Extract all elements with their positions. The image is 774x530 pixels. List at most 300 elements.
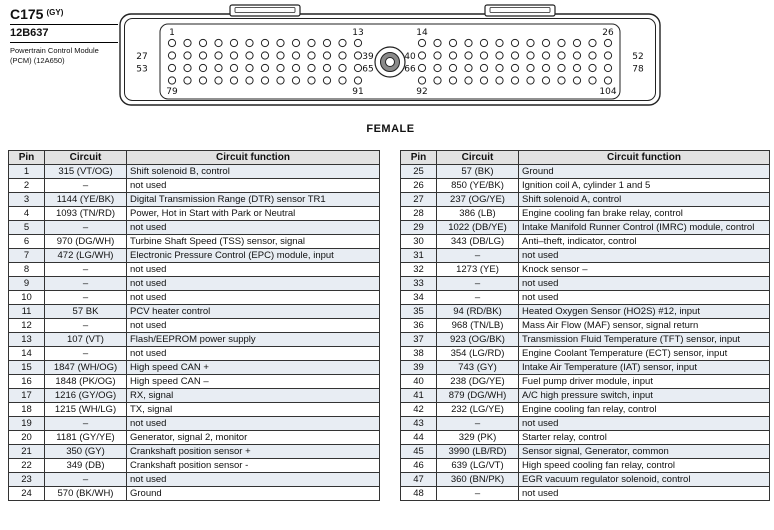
pin-hole: [558, 39, 565, 46]
circuit-cell: 879 (DG/WH): [437, 389, 519, 403]
pin-hole: [246, 77, 253, 84]
circuit-cell: 3990 (LB/RD): [437, 445, 519, 459]
pin-row: [9, 319, 380, 333]
pin-row: [401, 179, 770, 193]
pin-cell: 30: [401, 235, 437, 249]
circuit-cell: –: [437, 417, 519, 431]
pin-hole: [168, 39, 175, 46]
circuit-cell: 743 (GY): [437, 361, 519, 375]
pin-row: [9, 305, 380, 319]
pin-hole: [323, 39, 330, 46]
pin-row: [401, 431, 770, 445]
connector-id-row: [10, 6, 118, 25]
circuit-function-cell: High speed cooling fan relay, control: [519, 459, 770, 473]
pin-hole: [261, 77, 268, 84]
circuit-cell: 386 (LB): [437, 207, 519, 221]
connector-color-code: (GY): [46, 8, 64, 17]
pin-row: [401, 165, 770, 179]
pin-hole: [589, 39, 596, 46]
pin-row: [9, 473, 380, 487]
column-header: Pin: [401, 151, 437, 165]
pin-cell: 40: [401, 375, 437, 389]
column-header: Pin: [9, 151, 45, 165]
pin-hole: [418, 77, 425, 84]
pin-number-label: 14: [416, 28, 428, 38]
pin-number-label: 65: [362, 64, 374, 75]
module-name: [10, 43, 118, 66]
pin-row: [9, 431, 380, 445]
pin-hole: [558, 77, 565, 84]
mounting-bolt-hole: [375, 47, 405, 77]
circuit-function-cell: Engine cooling fan relay, control: [519, 403, 770, 417]
circuit-cell: –: [45, 221, 127, 235]
pin-hole: [434, 52, 441, 59]
circuit-cell: 1847 (WH/OG): [45, 361, 127, 375]
circuit-function-cell: not used: [127, 179, 380, 193]
pin-hole: [511, 77, 518, 84]
pin-row: [401, 459, 770, 473]
pin-hole: [184, 52, 191, 59]
pin-hole: [277, 52, 284, 59]
pin-cell: 21: [9, 445, 45, 459]
pin-cell: 24: [9, 487, 45, 501]
pin-number-label: 91: [352, 87, 364, 97]
circuit-cell: –: [437, 291, 519, 305]
pin-cell: 23: [9, 473, 45, 487]
circuit-cell: –: [45, 319, 127, 333]
pin-cell: 44: [401, 431, 437, 445]
pin-hole: [246, 39, 253, 46]
pin-cell: 41: [401, 389, 437, 403]
pin-hole: [604, 77, 611, 84]
pin-row: [9, 235, 380, 249]
circuit-function-cell: Engine cooling fan brake relay, control: [519, 207, 770, 221]
pin-row: [401, 263, 770, 277]
circuit-cell: 57 (BK): [437, 165, 519, 179]
circuit-cell: 570 (BK/WH): [45, 487, 127, 501]
pin-hole: [215, 77, 222, 84]
circuit-cell: 1022 (DB/YE): [437, 221, 519, 235]
pin-hole: [418, 64, 425, 71]
circuit-function-cell: Shift solenoid A, control: [519, 193, 770, 207]
circuit-function-cell: EGR vacuum regulator solenoid, control: [519, 473, 770, 487]
circuit-function-cell: Anti–theft, indicator, control: [519, 235, 770, 249]
pin-hole: [589, 64, 596, 71]
pin-hole: [215, 64, 222, 71]
pin-hole: [354, 52, 361, 59]
pin-hole: [496, 77, 503, 84]
pin-number-label: 66: [404, 64, 416, 75]
pin-row: [401, 235, 770, 249]
circuit-cell: 1093 (TN/RD): [45, 207, 127, 221]
circuit-function-cell: Intake Manifold Runner Control (IMRC) module, control: [519, 221, 770, 235]
pin-hole: [184, 64, 191, 71]
pin-cell: 43: [401, 417, 437, 431]
pin-row: [401, 333, 770, 347]
circuit-cell: –: [45, 263, 127, 277]
pin-cell: 10: [9, 291, 45, 305]
pin-cell: 17: [9, 389, 45, 403]
circuit-function-cell: Heated Oxygen Sensor (HO2S) #12, input: [519, 305, 770, 319]
pin-hole: [542, 39, 549, 46]
pin-hole: [339, 64, 346, 71]
pin-hole: [558, 64, 565, 71]
column-header: Circuit function: [519, 151, 770, 165]
pin-row: [9, 179, 380, 193]
pin-cell: 37: [401, 333, 437, 347]
pin-table-left: [8, 150, 380, 501]
pin-cell: 19: [9, 417, 45, 431]
pin-hole: [184, 77, 191, 84]
connector-id: C175: [10, 6, 44, 22]
pin-hole: [511, 64, 518, 71]
circuit-function-cell: not used: [127, 319, 380, 333]
pin-number-label: 39: [362, 52, 374, 62]
circuit-function-cell: Starter relay, control: [519, 431, 770, 445]
pin-row: [401, 221, 770, 235]
pin-hole: [434, 64, 441, 71]
gender-label: FEMALE: [366, 123, 415, 135]
column-header: Circuit function: [127, 151, 380, 165]
circuit-cell: –: [45, 179, 127, 193]
pin-cell: 25: [401, 165, 437, 179]
pin-hole: [465, 77, 472, 84]
connector-drawing-area: [118, 4, 663, 116]
pin-hole: [434, 77, 441, 84]
circuit-cell: 1216 (GY/OG): [45, 389, 127, 403]
circuit-function-cell: not used: [127, 221, 380, 235]
circuit-cell: 472 (LG/WH): [45, 249, 127, 263]
pin-cell: 14: [9, 347, 45, 361]
pin-cell: 5: [9, 221, 45, 235]
pin-hole: [480, 39, 487, 46]
pin-cell: 31: [401, 249, 437, 263]
circuit-function-cell: Fuel pump driver module, input: [519, 375, 770, 389]
pin-hole: [527, 77, 534, 84]
pin-row: [401, 487, 770, 501]
pin-cell: 32: [401, 263, 437, 277]
pin-hole: [558, 52, 565, 59]
circuit-cell: 850 (YE/BK): [437, 179, 519, 193]
circuit-cell: 107 (VT): [45, 333, 127, 347]
pin-hole: [573, 64, 580, 71]
pin-row: [9, 277, 380, 291]
circuit-function-cell: High speed CAN –: [127, 375, 380, 389]
pin-row: [9, 221, 380, 235]
circuit-function-cell: Ground: [519, 165, 770, 179]
pin-hole: [230, 77, 237, 84]
pin-row: [9, 417, 380, 431]
pin-row: [401, 403, 770, 417]
pin-hole: [354, 64, 361, 71]
pin-hole: [465, 39, 472, 46]
pin-row: [401, 473, 770, 487]
circuit-function-cell: RX, signal: [127, 389, 380, 403]
pin-hole: [527, 52, 534, 59]
circuit-function-cell: Knock sensor –: [519, 263, 770, 277]
pin-hole: [292, 39, 299, 46]
circuit-function-cell: not used: [127, 473, 380, 487]
circuit-cell: 349 (DB): [45, 459, 127, 473]
circuit-cell: 970 (DG/WH): [45, 235, 127, 249]
pin-row: [9, 389, 380, 403]
pin-number-label: 27: [136, 52, 148, 62]
pin-hole: [230, 64, 237, 71]
circuit-cell: 1215 (WH/LG): [45, 403, 127, 417]
pin-row: [9, 403, 380, 417]
pin-row: [9, 249, 380, 263]
module-name-line1: Powertrain Control Module: [10, 46, 99, 55]
pin-number-label: 52: [632, 52, 644, 62]
pin-hole: [246, 64, 253, 71]
pin-row: [9, 487, 380, 501]
circuit-function-cell: Crankshaft position sensor -: [127, 459, 380, 473]
pin-hole: [604, 52, 611, 59]
pin-cell: 35: [401, 305, 437, 319]
circuit-function-cell: Crankshaft position sensor +: [127, 445, 380, 459]
pin-hole: [323, 64, 330, 71]
pin-row: [401, 319, 770, 333]
pin-cell: 48: [401, 487, 437, 501]
pin-cell: 27: [401, 193, 437, 207]
pin-row: [9, 445, 380, 459]
pin-hole: [323, 77, 330, 84]
pin-row: [401, 291, 770, 305]
pin-row: [401, 347, 770, 361]
pin-hole: [542, 52, 549, 59]
pin-cell: 46: [401, 459, 437, 473]
pin-hole: [277, 64, 284, 71]
circuit-cell: 1181 (GY/YE): [45, 431, 127, 445]
circuit-cell: –: [45, 473, 127, 487]
pin-cell: 29: [401, 221, 437, 235]
circuit-function-cell: not used: [519, 487, 770, 501]
pin-hole: [604, 64, 611, 71]
pin-hole: [215, 39, 222, 46]
pin-hole: [199, 64, 206, 71]
pin-hole: [246, 52, 253, 59]
pin-hole: [589, 52, 596, 59]
circuit-function-cell: not used: [127, 291, 380, 305]
pin-hole: [184, 39, 191, 46]
circuit-function-cell: Transmission Fluid Temperature (TFT) sensor, input: [519, 333, 770, 347]
circuit-cell: 232 (LG/YE): [437, 403, 519, 417]
pin-row: [9, 263, 380, 277]
pin-row: [401, 375, 770, 389]
circuit-function-cell: Ground: [127, 487, 380, 501]
pin-hole: [480, 64, 487, 71]
circuit-cell: –: [45, 291, 127, 305]
pin-hole: [292, 64, 299, 71]
pin-hole: [308, 77, 315, 84]
pin-hole: [589, 77, 596, 84]
part-number: 12B637: [10, 25, 118, 43]
column-header: Circuit: [45, 151, 127, 165]
pin-row: [401, 417, 770, 431]
pin-number-label: 26: [602, 28, 614, 38]
pin-hole: [308, 52, 315, 59]
pin-cell: 28: [401, 207, 437, 221]
circuit-cell: 1848 (PK/OG): [45, 375, 127, 389]
circuit-function-cell: Electronic Pressure Control (EPC) module, input: [127, 249, 380, 263]
pin-cell: 38: [401, 347, 437, 361]
pin-hole: [449, 64, 456, 71]
circuit-cell: 1144 (YE/BK): [45, 193, 127, 207]
circuit-cell: 343 (DB/LG): [437, 235, 519, 249]
circuit-function-cell: A/C high pressure switch, input: [519, 389, 770, 403]
pin-cell: 13: [9, 333, 45, 347]
pin-hole: [323, 52, 330, 59]
pin-hole: [418, 52, 425, 59]
pin-hole: [511, 52, 518, 59]
pin-hole: [354, 39, 361, 46]
pin-row: [401, 445, 770, 459]
pin-row: [9, 333, 380, 347]
pin-hole: [480, 77, 487, 84]
pin-cell: 4: [9, 207, 45, 221]
pin-hole: [604, 39, 611, 46]
pin-hole: [496, 39, 503, 46]
pin-hole: [261, 39, 268, 46]
circuit-cell: –: [45, 277, 127, 291]
pin-cell: 39: [401, 361, 437, 375]
pin-number-label: 92: [416, 87, 428, 97]
pin-row: [401, 277, 770, 291]
circuit-cell: 57 BK: [45, 305, 127, 319]
connector-header: [10, 6, 118, 66]
circuit-function-cell: not used: [519, 249, 770, 263]
circuit-function-cell: Sensor signal, Generator, common: [519, 445, 770, 459]
circuit-cell: 923 (OG/BK): [437, 333, 519, 347]
pin-cell: 20: [9, 431, 45, 445]
pin-row: [9, 193, 380, 207]
pin-row: [401, 249, 770, 263]
pin-hole: [496, 64, 503, 71]
pin-hole: [168, 77, 175, 84]
pin-row: [9, 361, 380, 375]
circuit-function-cell: PCV heater control: [127, 305, 380, 319]
pin-hole: [261, 52, 268, 59]
circuit-function-cell: Ignition coil A, cylinder 1 and 5: [519, 179, 770, 193]
pin-row: [9, 207, 380, 221]
pin-hole: [199, 77, 206, 84]
circuit-cell: 360 (BN/PK): [437, 473, 519, 487]
pin-number-label: 40: [404, 52, 416, 62]
pin-hole: [168, 64, 175, 71]
pin-cell: 36: [401, 319, 437, 333]
pin-number-label: 13: [352, 28, 364, 38]
pin-hole: [261, 64, 268, 71]
pin-number-label: 53: [136, 64, 148, 75]
pin-cell: 3: [9, 193, 45, 207]
circuit-cell: 329 (PK): [437, 431, 519, 445]
pin-hole: [354, 77, 361, 84]
circuit-function-cell: not used: [127, 263, 380, 277]
pin-cell: 18: [9, 403, 45, 417]
pin-cell: 22: [9, 459, 45, 473]
pin-hole: [573, 39, 580, 46]
circuit-cell: –: [45, 347, 127, 361]
pin-hole: [168, 52, 175, 59]
circuit-function-cell: Engine Coolant Temperature (ECT) sensor, input: [519, 347, 770, 361]
pin-hole: [199, 52, 206, 59]
pin-hole: [215, 52, 222, 59]
pin-cell: 11: [9, 305, 45, 319]
circuit-function-cell: not used: [127, 277, 380, 291]
circuit-cell: 1273 (YE): [437, 263, 519, 277]
pin-row: [401, 193, 770, 207]
circuit-function-cell: High speed CAN +: [127, 361, 380, 375]
pin-hole: [449, 39, 456, 46]
pin-cell: 12: [9, 319, 45, 333]
pin-hole: [465, 64, 472, 71]
pin-cell: 34: [401, 291, 437, 305]
pin-row: [401, 305, 770, 319]
pin-cell: 7: [9, 249, 45, 263]
circuit-function-cell: Generator, signal 2, monitor: [127, 431, 380, 445]
pin-hole: [465, 52, 472, 59]
pin-cell: 45: [401, 445, 437, 459]
circuit-function-cell: Flash/EEPROM power supply: [127, 333, 380, 347]
pin-hole: [434, 39, 441, 46]
pin-row: [9, 347, 380, 361]
column-header: Circuit: [437, 151, 519, 165]
pin-cell: 16: [9, 375, 45, 389]
circuit-function-cell: Digital Transmission Range (DTR) sensor TR1: [127, 193, 380, 207]
pin-hole: [527, 39, 534, 46]
pin-hole: [542, 77, 549, 84]
circuit-cell: 238 (DG/YE): [437, 375, 519, 389]
circuit-cell: –: [437, 249, 519, 263]
pin-hole: [277, 77, 284, 84]
pin-cell: 47: [401, 473, 437, 487]
pin-cell: 33: [401, 277, 437, 291]
circuit-function-cell: Shift solenoid B, control: [127, 165, 380, 179]
circuit-cell: 350 (GY): [45, 445, 127, 459]
circuit-cell: 968 (TN/LB): [437, 319, 519, 333]
pin-hole: [418, 39, 425, 46]
pin-row: [401, 389, 770, 403]
pin-hole: [542, 64, 549, 71]
circuit-function-cell: TX, signal: [127, 403, 380, 417]
pin-cell: 26: [401, 179, 437, 193]
pin-cell: 15: [9, 361, 45, 375]
pin-cell: 2: [9, 179, 45, 193]
pin-row: [9, 291, 380, 305]
pin-row: [401, 361, 770, 375]
pin-row: [9, 165, 380, 179]
circuit-function-cell: Power, Hot in Start with Park or Neutral: [127, 207, 380, 221]
circuit-function-cell: not used: [127, 417, 380, 431]
circuit-function-cell: Mass Air Flow (MAF) sensor, signal return: [519, 319, 770, 333]
pin-cell: 42: [401, 403, 437, 417]
pin-hole: [449, 77, 456, 84]
pin-hole: [339, 77, 346, 84]
circuit-function-cell: not used: [519, 277, 770, 291]
pin-hole: [496, 52, 503, 59]
pin-cell: 9: [9, 277, 45, 291]
circuit-cell: 639 (LG/VT): [437, 459, 519, 473]
pin-hole: [199, 39, 206, 46]
header-row: [9, 151, 380, 165]
circuit-cell: 315 (VT/OG): [45, 165, 127, 179]
pin-hole: [480, 52, 487, 59]
pin-cell: 8: [9, 263, 45, 277]
pin-number-label: 104: [599, 87, 617, 97]
pin-hole: [573, 52, 580, 59]
pin-table-right: [400, 150, 770, 501]
pin-number-label: 79: [166, 87, 178, 97]
